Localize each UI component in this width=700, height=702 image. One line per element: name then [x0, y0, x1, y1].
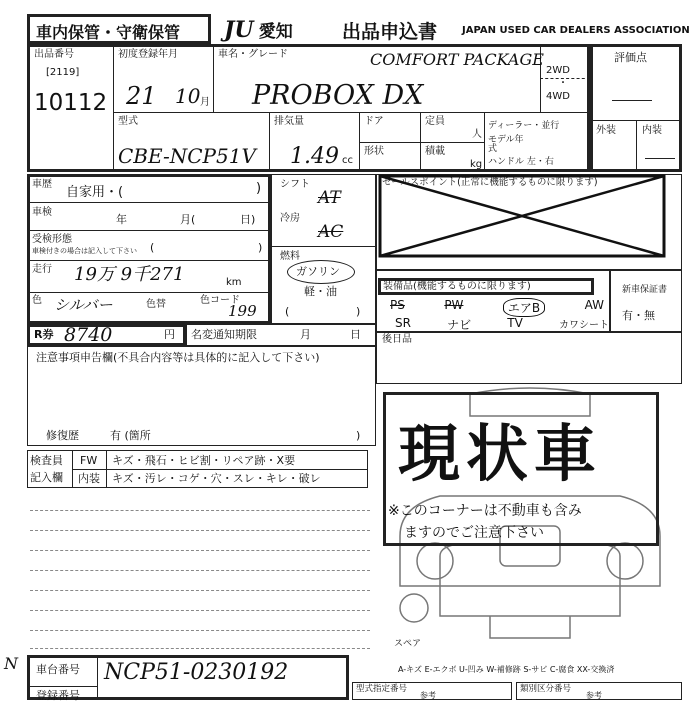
spare-label: スペア: [394, 639, 422, 649]
divider: [484, 112, 485, 172]
car-name: PROBOX DX: [252, 80, 424, 111]
receipt-close: ): [258, 241, 263, 254]
writing-line: [30, 550, 370, 551]
writing-line: [30, 530, 370, 531]
later-label: 後日品: [382, 334, 412, 345]
capacity-unit: 人: [472, 129, 482, 140]
mileage-unit: km: [226, 277, 242, 288]
equip-item: SR: [395, 316, 411, 330]
as-is-stamp-title: 現状車: [398, 417, 603, 490]
equip-item: PW: [444, 298, 464, 312]
association-name: JAPAN USED CAR DEALERS ASSOCIATION: [462, 25, 690, 36]
reg-month-unit: 月: [200, 97, 210, 108]
color-code-label: 色コード: [200, 295, 240, 306]
equip-item: TV: [507, 316, 523, 330]
inspect-month: 月(: [180, 213, 196, 226]
usage-label: 車歴: [32, 179, 52, 190]
inspector-label-2: 記入欄: [30, 471, 63, 484]
divider: [27, 292, 271, 293]
equipment-row-2: [395, 316, 609, 333]
class-label: 類別区分番号: [520, 684, 572, 694]
inspect-day: 日): [240, 213, 256, 226]
margin-mark: N: [4, 654, 18, 673]
writing-line: [30, 510, 370, 511]
color-label: 色: [32, 295, 42, 306]
fuel-label: 燃料: [280, 251, 300, 262]
grade-note: COMFORT PACKAGE: [370, 50, 544, 69]
name-label: 車名・グレード: [218, 49, 288, 60]
fuel-close: ): [356, 305, 361, 318]
writing-line: [30, 648, 370, 649]
equip-item: AW: [584, 298, 604, 312]
equip-label: 装備品(機能するものに限ります): [383, 281, 531, 292]
disp-unit: cc: [342, 155, 353, 166]
load-unit: kg: [470, 159, 483, 170]
writing-line: [30, 570, 370, 571]
divider: [27, 202, 271, 203]
storage-label: 車内保管・守衛保管: [36, 23, 181, 42]
drive-dot: ・: [558, 78, 568, 89]
shape-label: 形状: [364, 146, 384, 157]
model-label: 型式: [118, 116, 138, 127]
inspect-label: 車検: [32, 207, 52, 218]
name-change-month: 月: [300, 328, 311, 341]
divider: [97, 655, 98, 700]
reg-year: 21: [126, 82, 157, 110]
chassis-value: NCP51-0230192: [104, 660, 289, 685]
eval-score-mark: [612, 100, 652, 101]
warranty-value: 有・無: [622, 309, 655, 322]
usage-close: ): [256, 181, 262, 196]
equipment-row-1: [390, 298, 604, 317]
inspect-year: 年: [116, 213, 127, 226]
divider: [113, 44, 114, 172]
stamp-note-2: ますのでご注意下さい: [404, 525, 544, 541]
divider: [27, 230, 271, 231]
capacity-label: 定員: [425, 116, 445, 127]
fuel-paren: (: [285, 305, 290, 318]
receipt-paren: (: [150, 241, 155, 254]
divider: [271, 246, 376, 247]
equip-item: PS: [390, 298, 405, 312]
eval-label: 評価点: [614, 51, 647, 64]
fuel-value: ガソリン: [296, 265, 340, 278]
ac-label: 冷房: [280, 213, 300, 224]
dealer-label: ディーラー・並行: [488, 121, 560, 131]
stamp-note-1: ※このコーナーは不動車も含み: [388, 503, 582, 519]
shift-value: AT: [318, 188, 341, 208]
interior-label: 内装: [642, 125, 662, 136]
sales-point-label: セールスポイント(正常に機能するものに限ります): [382, 177, 598, 188]
color-value: シルバー: [54, 296, 113, 314]
reg-no-label: 登録番号: [36, 689, 80, 702]
chassis-label: 車台番号: [36, 663, 80, 676]
divider: [359, 142, 484, 143]
lot-number: 10112: [34, 90, 108, 116]
door-label: ドア: [364, 116, 384, 127]
model-year-label: モデル年式: [488, 135, 524, 154]
writing-line: [30, 610, 370, 611]
receipt-note: 車検付きの場合は記入して下さい: [32, 247, 137, 255]
load-label: 積載: [425, 146, 445, 157]
fw-text: キズ・飛石・ヒビ割・リペア跡・X要: [112, 454, 296, 467]
fuel-alt: 軽・油: [304, 285, 337, 298]
recycle-unit: 円: [164, 328, 175, 341]
ac-value: AC: [318, 222, 344, 242]
divider: [72, 469, 368, 470]
shift-label: シフト: [280, 179, 310, 190]
repair-value: 有 (箇所: [110, 429, 151, 442]
equip-item: ナビ: [447, 318, 472, 332]
model-value: CBE-NCP51V: [118, 144, 256, 168]
recycle-value: 8740: [64, 324, 113, 346]
repair-label: 修復歴: [46, 429, 79, 442]
model-designation-label: 型式指定番号: [356, 684, 408, 694]
inspector-label: 検査員: [30, 454, 63, 467]
lot-sub: [2119]: [46, 67, 80, 78]
model-designation-sub: 参考: [420, 691, 436, 700]
warranty-box: [610, 270, 682, 332]
name-change-label: 名変通知期限: [191, 328, 257, 341]
disp-value: 1.49: [290, 144, 339, 169]
mileage-label: 走行: [32, 264, 52, 275]
mileage-value: 19万 9千271: [74, 264, 185, 285]
divider: [636, 120, 637, 172]
receipt-label: 受検形態: [32, 234, 72, 245]
color-change: 色替: [146, 299, 166, 310]
lot-label: 出品番号: [34, 49, 74, 60]
exterior-label: 外装: [596, 125, 616, 136]
ju-logo-mark: JU: [224, 17, 254, 43]
divider: [27, 686, 97, 687]
damage-legend: A-キズ E-エクボ U-凹み W-補修跡 S-サビ C-腐食 XX-交換済: [398, 665, 615, 674]
reg-label: 初度登録年月: [118, 49, 178, 60]
int-text: キズ・汚レ・コゲ・穴・スレ・キレ・破レ: [112, 472, 321, 485]
repair-close: ): [356, 429, 361, 442]
reg-month: 10: [175, 84, 201, 108]
divider: [269, 112, 270, 172]
later-items-box: [376, 332, 682, 384]
fw-label: FW: [80, 454, 98, 467]
sales-point-cross: [376, 174, 682, 270]
color-code: 199: [228, 302, 257, 320]
drive-4wd: 4WD: [546, 91, 570, 102]
interior-score-mark: [645, 158, 675, 159]
class-sub: 参考: [586, 691, 602, 700]
logo-name: 愛知: [258, 22, 293, 42]
warranty-label: 新車保証書: [622, 285, 668, 295]
divider: [113, 112, 590, 113]
form-title: 出品申込書: [342, 21, 438, 43]
writing-line: [30, 630, 370, 631]
name-change-day: 日: [350, 328, 361, 341]
notes-title: 注意事項申告欄(不具合内容等は具体的に記入して下さい): [36, 351, 320, 364]
divider: [27, 260, 271, 261]
drive-2wd: 2WD: [546, 65, 570, 76]
writing-line: [30, 590, 370, 591]
equip-item: エアB: [503, 298, 545, 317]
recycle-label: R券: [34, 328, 54, 341]
usage-value: 自家用・(: [66, 185, 124, 200]
ju-logo: [224, 17, 293, 43]
disp-label: 排気量: [274, 116, 304, 127]
equip-item: カワシート: [559, 320, 609, 331]
divider: [213, 44, 214, 112]
int-label: 内装: [78, 472, 100, 485]
steer-label: ハンドル 左・右: [488, 157, 554, 167]
